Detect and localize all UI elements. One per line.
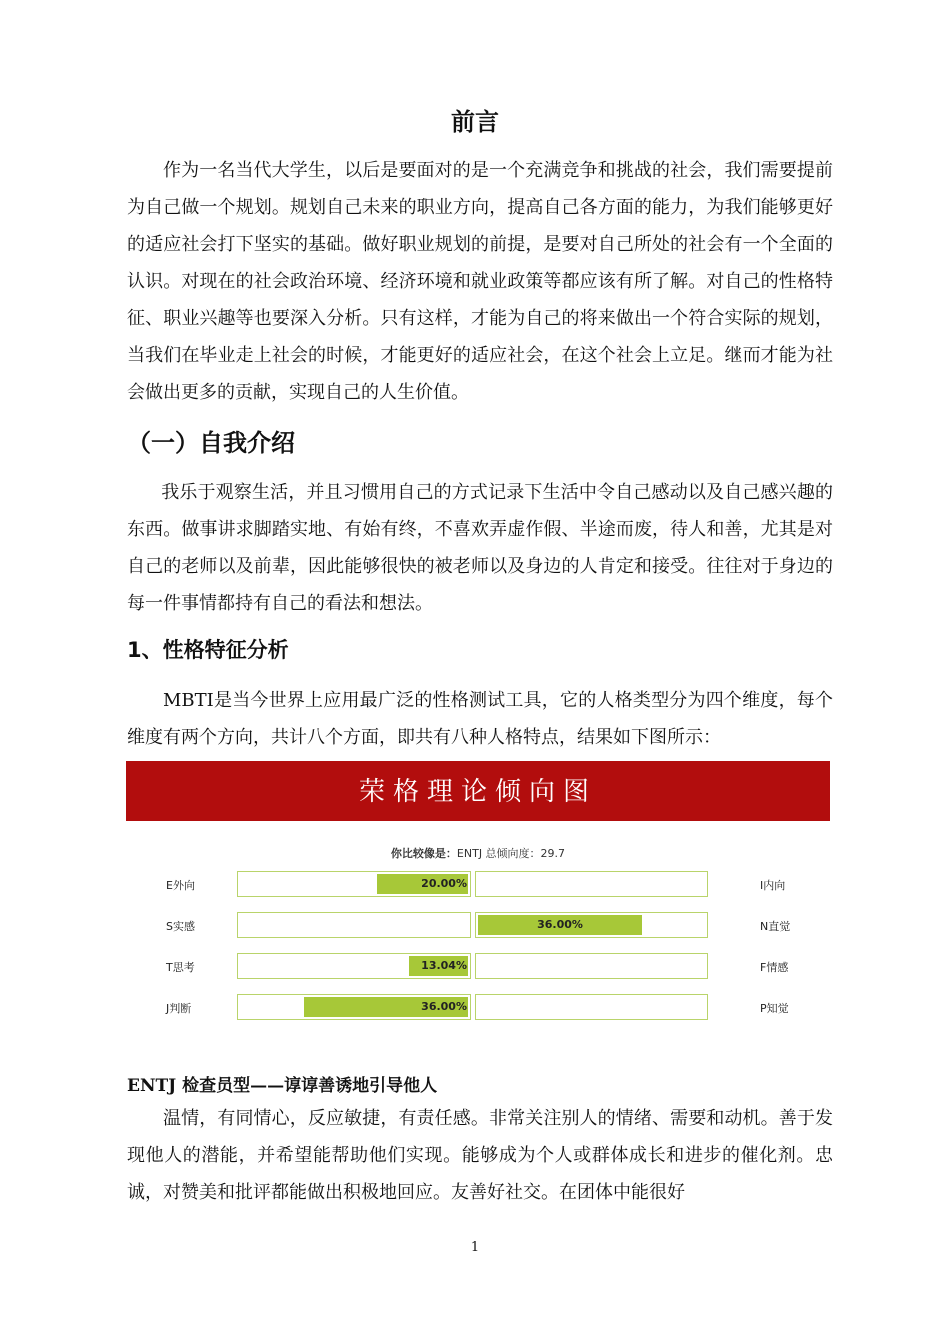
page-title: 前言 [451, 108, 499, 136]
chart-right-label: N直觉 [760, 920, 791, 933]
page-number: 1 [470, 1240, 480, 1255]
chart-bar-track [237, 994, 471, 1020]
chart-left-label: J判断 [166, 1002, 192, 1015]
subsection-heading-personality: 1、性格特征分析 [127, 638, 289, 662]
chart-value-label: 13.04% [421, 959, 467, 972]
section-heading-self-intro: （一）自我介绍 [127, 429, 295, 457]
self-intro-paragraph: 我乐于观察生活，并且习惯用自己的方式记录下生活中令自己感动以及自己感兴趣的东西。做事讲求脚踏实地、有始有终，不喜欢弄虚作假、半途而废，待人和善，尤其是对自己的老师以及前辈，因此能够很快的被老师以及身边的人肯定和接受。往往对于身边的每一件事情都持有自己的看法和想法。 [127, 482, 833, 614]
chart-value-label: 20.00% [421, 877, 467, 890]
chart-summary-lead: 你比较像是： [390, 847, 457, 860]
chart-value-label: 36.00% [421, 1000, 467, 1013]
chart-bar-track [475, 912, 708, 938]
chart-summary [126, 845, 830, 861]
chart-left-label: T思考 [166, 961, 195, 974]
chart-bar-track [237, 953, 471, 979]
jung-tendency-chart [126, 761, 830, 1031]
chart-left-label: E外向 [166, 879, 195, 892]
chart-bar-track [237, 871, 471, 897]
chart-left-label: S实感 [166, 920, 195, 933]
chart-right-label: F情感 [760, 961, 789, 974]
chart-summary-result: ENTJ 总倾向度：29.7 [456, 847, 566, 860]
mbti-paragraph: MBTI是当今世界上应用最广泛的性格测试工具，它的人格类型分为四个维度，每个维度有两个方向，共计八个方面，即共有八种人格特点，结果如下图所示： [127, 690, 833, 748]
chart-bar-track [237, 912, 471, 938]
chart-right-label: P知觉 [760, 1002, 789, 1015]
chart-bar-track [475, 871, 708, 897]
chart-value-label: 36.00% [537, 918, 583, 931]
intro-paragraph: 作为一名当代大学生，以后是要面对的是一个充满竞争和挑战的社会，我们需要提前为自己做一个规划。规划自己未来的职业方向，提高自己各方面的能力，为我们能够更好的适应社会打下坚实的基础。做好职业规划的前提，是要对自己所处的社会有一个全面的认识。对现在的社会政治环境、经济环境和就业政策等都应该有所了解。对自己的性格特征、职业兴趣等也要深入分析。只有这样，才能为自己的将来做出一个符合实际的规划，当我们在毕业走上社会的时候，才能更好的适应社会，在这个社会上立足。继而才能为社会做出更多的贡献，实现自己的人生价值。 [127, 160, 833, 403]
chart-title: 荣格理论倾向图 [126, 761, 830, 821]
type-description-paragraph: 温情，有同情心，反应敏捷，有责任感。非常关注别人的情绪、需要和动机。善于发现他人的潜能，并希望能帮助他们实现。能够成为个人或群体成长和进步的催化剂。忠诚，对赞美和批评都能做出积极地回应。友善好社交。在团体中能很好 [127, 1108, 833, 1203]
type-heading: ENTJ 检查员型——谆谆善诱地引导他人 [127, 1076, 438, 1096]
chart-right-label: I内向 [760, 879, 786, 892]
chart-bar-track [475, 994, 708, 1020]
chart-bar-track [475, 953, 708, 979]
